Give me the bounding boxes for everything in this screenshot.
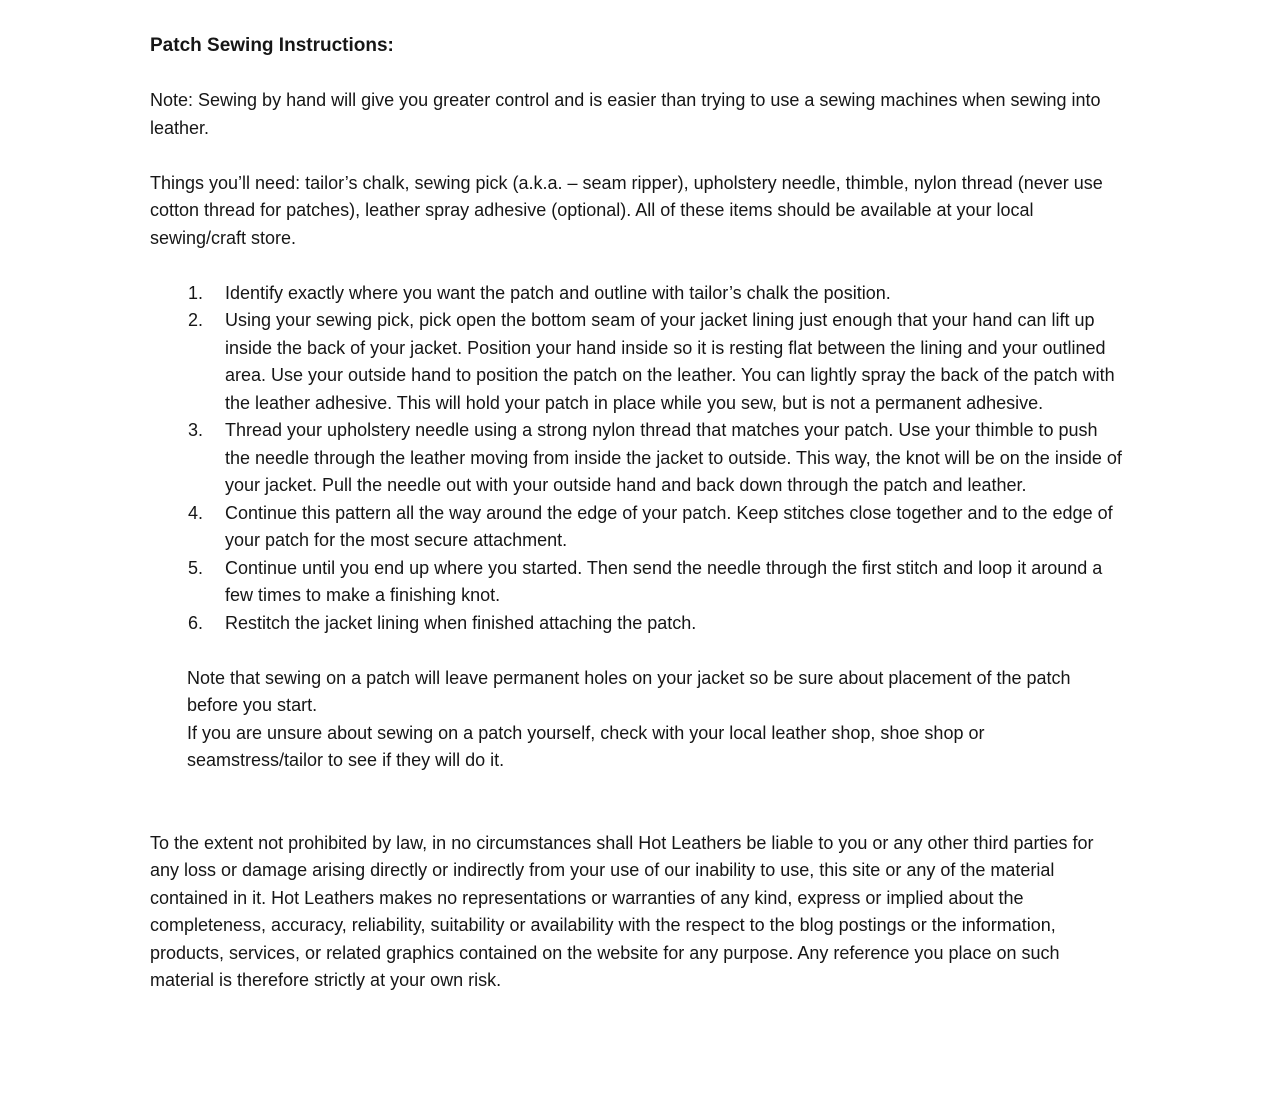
step-item-5 [188, 555, 1124, 610]
step-number: 3. [188, 420, 204, 440]
step-text: Restitch the jacket lining when finished attaching the patch. [225, 612, 697, 633]
step-number: 5. [188, 557, 204, 578]
step-text: Identify exactly where you want the patch and outline with tailor’s chalk the position. [225, 282, 891, 303]
unsure-note-paragraph: If you are unsure about sewing on a patch yourself, check with your local leather shop, shoe shop or seamstress/tailor to see if they will do it. [187, 722, 985, 770]
step-text: Continue until you end up where you started. Then send the needle through the first stitch and loop it around a few times to make a finishing knot. [225, 557, 1103, 605]
step-item-6 [188, 610, 1124, 638]
step-number: 1. [188, 282, 204, 303]
intro-note-paragraph: Note: Sewing by hand will give you greater control and is easier than trying to use a sewing machines when sewing into leather. [150, 90, 1101, 138]
supplies-paragraph: Things you’ll need: tailor’s chalk, sewing pick (a.k.a. – seam ripper), upholstery needle, thimble, nylon thread (never use cotton thread for patches), leather spray adhesive (optional). All of these items should be available at your local sewing/craft store. [150, 172, 1103, 248]
step-number: 2. [188, 310, 204, 330]
step-item-2 [188, 307, 1124, 417]
placement-note-paragraph: Note that sewing on a patch will leave permanent holes on your jacket so be sure about placement of the patch before you start. [187, 667, 1071, 715]
step-number: 6. [188, 612, 204, 633]
step-text: Using your sewing pick, pick open the bottom seam of your jacket lining just enough that your hand can lift up inside the back of your jacket. Position your hand inside so it is resting flat between the lining and your outlined area. Use your outside hand to position the patch on the leather. You can lightly spray the back of the patch with the leather adhesive. This will hold your patch in place while you sew, but is not a permanent adhesive. [225, 310, 1115, 413]
disclaimer-paragraph: To the extent not prohibited by law, in no circumstances shall Hot Leathers be liable to you or any other third parties for any loss or damage arising directly or indirectly from your use of our inability to use, this site or any of the material contained in it. Hot Leathers makes no representations or warranties of any kind, express or implied about the completeness, accuracy, reliability, suitability or availability with the respect to the blog postings or the information, products, services, or related graphics contained on the website for any purpose. Any reference you place on such material is therefore strictly at your own risk. [150, 832, 1094, 990]
document-title: Patch Sewing Instructions: [150, 35, 394, 56]
step-item-4 [188, 500, 1124, 555]
steps-list [150, 280, 1124, 638]
step-item-3 [188, 417, 1124, 500]
step-item-1 [188, 280, 1124, 308]
notes-block [187, 665, 1124, 775]
step-number: 4. [188, 502, 204, 523]
step-text: Continue this pattern all the way around the edge of your patch. Keep stitches close together and to the edge of your patch for the most secure attachment. [225, 502, 1113, 550]
step-text: Thread your upholstery needle using a strong nylon thread that matches your patch. Use your thimble to push the needle through the leather moving from inside the jacket to outside. This way, the knot will be on the inside of your jacket. Pull the needle out with your outside hand and back down through the patch and leather. [225, 420, 1122, 495]
